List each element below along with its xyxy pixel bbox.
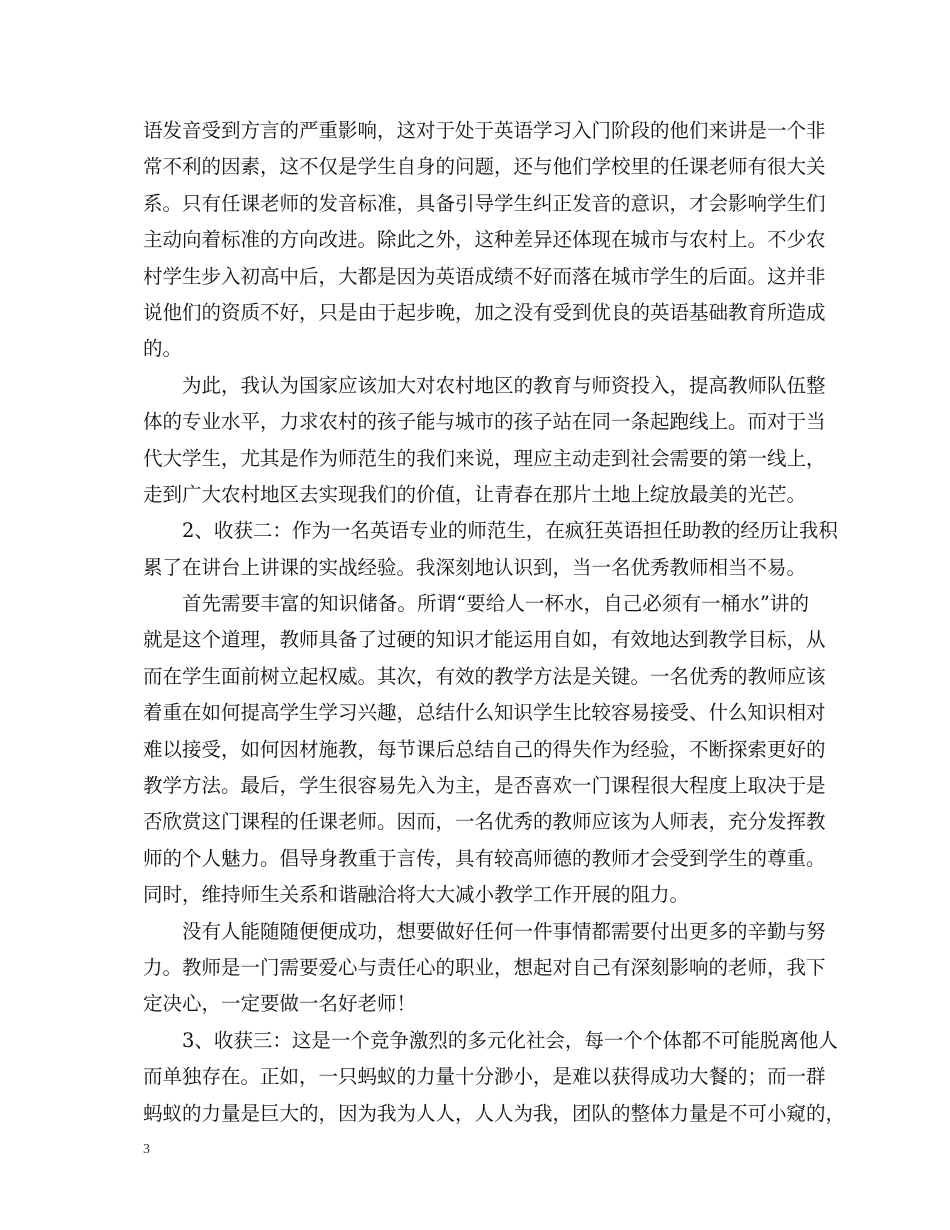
text-line: 2、收获二：作为一名英语专业的师范生，在疯狂英语担任助教的经历让我积 — [182, 519, 838, 543]
text-line: 师的个人魅力。倡导身教重于言传，具有较高师德的教师才会受到学生的尊重。 — [143, 846, 826, 870]
text-line: 难以接受，如何因材施教，每节课后总结自己的得失作为经验，不断探索更好的 — [143, 737, 826, 761]
text-line: 体的专业水平，力求农村的孩子能与城市的孩子站在同一条起跑线上。而对于当 — [143, 410, 826, 434]
page-number: 3 — [143, 1142, 150, 1157]
text-line: 没有人能随随便便成功，想要做好任何一件事情都需要付出更多的辛勤与努 — [182, 919, 826, 943]
text-line: 就是这个道理，教师具备了过硬的知识才能运用自如，有效地达到教学目标，从 — [143, 628, 826, 652]
text-line: 而单独存在。正如，一只蚂蚁的力量十分渺小，是难以获得成功大餐的；而一群 — [143, 1065, 826, 1089]
text-line: 代大学生，尤其是作为师范生的我们来说，理应主动走到社会需要的第一线上， — [143, 446, 826, 470]
text-line: 着重在如何提高学生学习兴趣，总结什么知识学生比较容易接受、什么知识相对 — [143, 701, 826, 725]
text-line: 累了在讲台上讲课的实战经验。我深刻地认识到，当一名优秀教师相当不易。 — [143, 555, 807, 579]
text-line: 蚂蚁的力量是巨大的，因为我为人人，人人为我，团队的整体力量是不可小窥的， — [143, 1101, 846, 1125]
text-line: 村学生步入初高中后，大都是因为英语成绩不好而落在城市学生的后面。这并非 — [143, 264, 826, 288]
text-line: 同时，维持师生关系和谐融洽将大大减小教学工作开展的阻力。 — [143, 883, 690, 907]
text-line: 说他们的资质不好，只是由于起步晚，加之没有受到优良的英语基础教育所造成 — [143, 300, 826, 324]
text-line: 常不利的因素，这不仅是学生自身的问题，还与他们学校里的任课老师有很大关 — [143, 155, 826, 179]
text-line: 而在学生面前树立起权威。其次，有效的教学方法是关键。一名优秀的教师应该 — [143, 664, 826, 688]
text-line: 的。 — [143, 337, 183, 361]
text-line: 定决心，一定要做一名好老师！ — [143, 992, 417, 1016]
text-line: 走到广大农村地区去实现我们的价值，让青春在那片土地上绽放最美的光芒。 — [143, 482, 807, 506]
text-line: 主动向着标准的方向改进。除此之外，这种差异还体现在城市与农村上。不少农 — [143, 228, 826, 252]
text-line: 3、收获三：这是一个竞争激烈的多元化社会，每一个个体都不可能脱离他人 — [182, 1028, 838, 1052]
text-line: 力。教师是一门需要爱心与责任心的职业，想起对自己有深刻影响的老师，我下 — [143, 955, 826, 979]
text-line: 系。只有任课老师的发音标准，具备引导学生纠正发音的意识，才会影响学生们 — [143, 191, 826, 215]
text-line: 教学方法。最后，学生很容易先入为主，是否喜欢一门课程很大程度上取决于是 — [143, 774, 826, 798]
text-line: 语发音受到方言的严重影响，这对于处于英语学习入门阶段的他们来讲是一个非 — [143, 119, 826, 142]
body-text — [143, 113, 846, 1132]
text-line: 首先需要丰富的知识储备。所谓“要给人一杯水，自己必须有一桶水”讲的 — [182, 592, 809, 616]
text-line: 否欣赏这门课程的任课老师。因而，一名优秀的教师应该为人师表，充分发挥教 — [143, 810, 826, 834]
text-line: 为此，我认为国家应该加大对农村地区的教育与师资投入，提高教师队伍整 — [182, 373, 826, 397]
